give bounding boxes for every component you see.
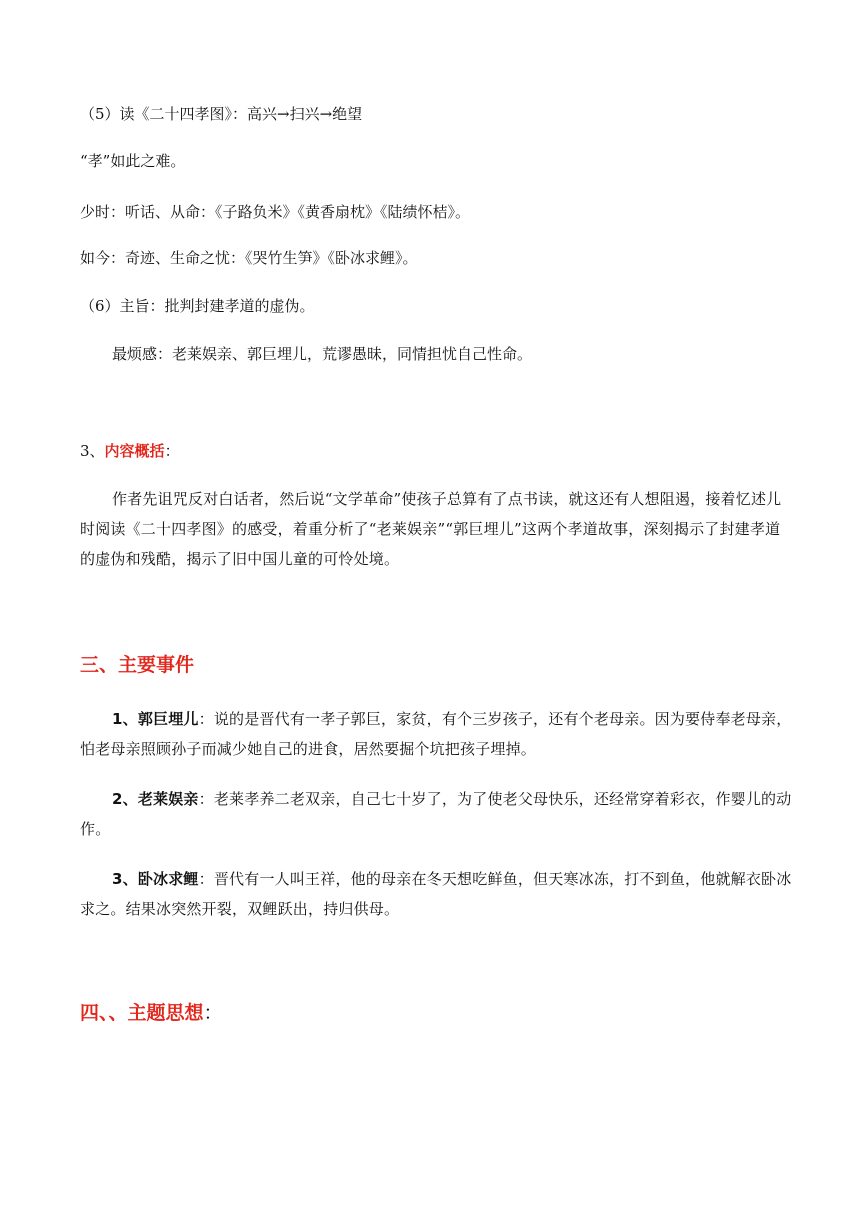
event-1-text: ：说的是晋代有一孝子郭巨，家贫，有个三岁孩子，还有个老母亲。因为要侍奉老母亲，怕老母亲照顾孙子而减少她自己的进食，居然要掘个坑把孩子埋掉。 (80, 710, 792, 758)
section-4-colon: ： (203, 1002, 223, 1024)
childhood-stories-line: 少时：听话、从命：《子路负米》《黄香扇枕》《陆绩怀桔》。 (80, 203, 471, 221)
event-1-label: 1、郭巨埋儿 (112, 710, 199, 728)
summary-paragraph: 作者先诅咒反对白话者，然后说“文学革命”使孩子总算有了点书读，就这还有人想阻遏，接着忆述儿时阅读《二十四孝图》的感受，着重分析了“老莱娱亲”“郭巨埋儿”这两个孝道故事，深刻揭示了封建孝道的虚伪和残酷，揭示了旧中国儿童的可怜处境。 (80, 490, 782, 568)
event-2-label: 2、老莱娱亲 (112, 790, 199, 808)
event-2-text: ：老莱孝养二老双亲，自己七十岁了，为了使老父母快乐，还经常穿着彩衣，作婴儿的动作。 (80, 790, 792, 838)
summary-label: 内容概括 (104, 442, 165, 460)
section-3-title: 三、主要事件 (80, 654, 195, 676)
section-4-title-text: 四、、主题思想 (80, 1002, 204, 1024)
filial-difficulty-line: “孝”如此之难。 (80, 152, 186, 170)
event-3-paragraph (80, 864, 792, 924)
most-disliked-line: 最烦感：老莱娱亲、郭巨埋儿，荒谬愚昧，同情担忧自己性命。 (112, 345, 533, 363)
reading-item-5: （5）读《二十四孝图》：高兴→扫兴→绝望 (80, 105, 363, 123)
summary-colon: ： (164, 442, 180, 460)
event-2-paragraph (80, 784, 792, 844)
theme-item-6: （6）主旨：批判封建孝道的虚伪。 (80, 297, 315, 315)
present-stories-line: 如今：奇迹、生命之忧：《哭竹生笋》《卧冰求鲤》。 (80, 249, 418, 267)
event-1-paragraph (80, 704, 792, 764)
summary-heading (80, 441, 180, 461)
event-3-label: 3、卧冰求鲤 (112, 870, 199, 888)
section-4-title (80, 1001, 223, 1025)
event-3-text: ：晋代有一人叫王祥，他的母亲在冬天想吃鲜鱼，但天寒冰冻，打不到鱼，他就解衣卧冰求之。结果冰突然开裂，双鲤跃出，持归供母。 (80, 870, 792, 918)
summary-number: 3、 (80, 442, 105, 460)
